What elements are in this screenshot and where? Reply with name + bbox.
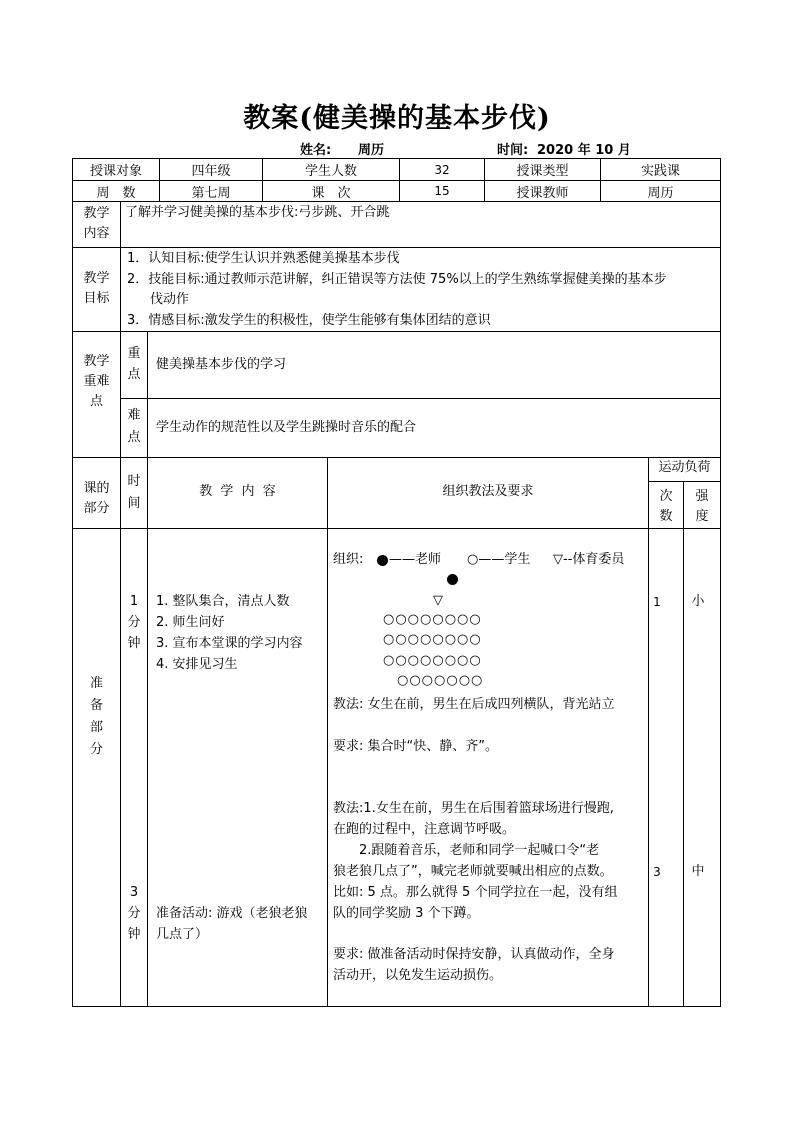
block1-count: 1 bbox=[653, 595, 661, 609]
difficulty-label-2: 点 bbox=[127, 430, 141, 445]
header-part-2: 部分 bbox=[83, 501, 110, 516]
key-text: 健美操基本步伐的学习 bbox=[156, 357, 287, 372]
info-value-students: 32 bbox=[434, 162, 450, 177]
header-method: 组织教法及要求 bbox=[442, 484, 534, 499]
block2-method-line: 在跑的过程中，注意调节呼吸。 bbox=[333, 822, 516, 837]
block2-requirement-line: 活动开，以免发生运动损伤。 bbox=[333, 968, 503, 983]
info-label-students: 学生人数 bbox=[304, 164, 357, 179]
header-content: 教 学 内 容 bbox=[199, 484, 276, 499]
block1-time: 分 bbox=[127, 615, 141, 630]
content-label-1: 教学 bbox=[83, 206, 110, 221]
block1-content-item: 1. 整队集合，清点人数 bbox=[156, 594, 290, 609]
keypoints-label-1: 教学 bbox=[83, 354, 110, 369]
block1-content-item: 4. 安排见习生 bbox=[156, 657, 238, 672]
goals-label-1: 教学 bbox=[83, 271, 110, 286]
prep-part-label: 备 bbox=[89, 698, 103, 713]
student-row: ○○○○○○○ bbox=[397, 673, 484, 688]
block2-method-line: 狼老狼几点了”，喊完老师就要喊出相应的点数。 bbox=[333, 864, 613, 879]
committee-triangle-icon: ▽ bbox=[433, 593, 443, 608]
block1-content-item: 2. 师生问好 bbox=[156, 615, 225, 630]
block1-content-item: 3. 宣布本堂课的学习内容 bbox=[156, 636, 303, 651]
teacher-position-icon bbox=[447, 574, 458, 585]
teacher-dot-icon bbox=[377, 555, 388, 566]
prep-part-label: 准 bbox=[89, 676, 103, 691]
time-label: 时间: bbox=[497, 143, 529, 158]
content-text: 了解并学习健美操的基本步伐:弓步跳、开合跳 bbox=[125, 205, 390, 220]
block2-activity: 几点了） bbox=[156, 927, 209, 942]
student-row: ○○○○○○○○ bbox=[383, 632, 482, 647]
goal-item: 3．情感目标:激发学生的积极性，使学生能够有集体团结的意识 bbox=[127, 313, 491, 328]
name-value: 周历 bbox=[358, 143, 385, 158]
header-time-1: 时 bbox=[127, 474, 141, 489]
header-part-1: 课的 bbox=[83, 481, 110, 496]
header-count-1: 次 bbox=[659, 489, 673, 504]
block1-requirement: 要求: 集合时“快、静、齐”。 bbox=[333, 739, 498, 754]
student-row: ○○○○○○○○ bbox=[383, 653, 482, 668]
block1-time: 1 bbox=[129, 594, 139, 609]
info-value-subject: 四年级 bbox=[191, 164, 231, 179]
info-value-teacher: 周历 bbox=[647, 185, 674, 201]
info-label-subject: 授课对象 bbox=[89, 164, 142, 179]
key-label-2: 点 bbox=[127, 367, 141, 382]
keypoints-label-2: 重难 bbox=[83, 374, 110, 389]
block1-method: 教法: 女生在前，男生在后成四列横队，背光站立 bbox=[333, 697, 615, 712]
legend-student: ○——学生 bbox=[467, 552, 531, 567]
info-value-type: 实践课 bbox=[640, 164, 680, 179]
block2-time: 钟 bbox=[127, 927, 141, 942]
key-label-1: 重 bbox=[127, 346, 141, 361]
block2-method-line: 比如: 5 点。那么就得 5 个同学拉在一起，没有组 bbox=[333, 885, 618, 900]
name-label: 姓名: bbox=[300, 143, 332, 158]
info-label-type: 授课类型 bbox=[516, 164, 569, 179]
block2-time: 3 bbox=[129, 885, 139, 900]
keypoints-label-3: 点 bbox=[89, 394, 103, 409]
legend-committee: ▽--体育委员 bbox=[553, 552, 625, 567]
block2-method-line: 2.跟随着音乐，老师和同学一起喊口令“老 bbox=[333, 843, 600, 858]
header-intensity-1: 强 bbox=[695, 489, 709, 504]
block2-time: 分 bbox=[127, 906, 141, 921]
difficulty-text: 学生动作的规范性以及学生跳操时音乐的配合 bbox=[156, 420, 417, 435]
time-value: 2020 年 10 月 bbox=[537, 143, 631, 158]
prep-part-label: 部 bbox=[89, 720, 103, 735]
org-label: 组织: bbox=[333, 552, 364, 567]
info-label-teacher: 授课教师 bbox=[516, 185, 569, 201]
header-load: 运动负荷 bbox=[658, 460, 711, 475]
block2-intensity: 中 bbox=[691, 864, 705, 879]
block1-time: 钟 bbox=[127, 636, 141, 651]
goal-item: 1．认知目标:使学生认识并熟悉健美操基本步伐 bbox=[127, 251, 400, 266]
student-row: ○○○○○○○○ bbox=[383, 612, 482, 627]
block2-method-line: 教法:1.女生在前，男生在后围着篮球场进行慢跑, bbox=[333, 801, 614, 816]
difficulty-label-1: 难 bbox=[127, 408, 141, 423]
goal-item: 伐动作 bbox=[150, 292, 190, 307]
info-value-session: 15 bbox=[434, 184, 450, 198]
block2-requirement-line: 要求: 做准备活动时保持安静，认真做动作，全身 bbox=[333, 947, 615, 962]
header-count-2: 数 bbox=[659, 509, 673, 524]
block2-count: 3 bbox=[653, 865, 661, 879]
legend-teacher: ——老师 bbox=[389, 552, 442, 567]
prep-part-label: 分 bbox=[89, 742, 103, 757]
header-time-2: 间 bbox=[127, 496, 141, 511]
info-label-session: 课 次 bbox=[311, 185, 351, 201]
document-title: 教案(健美操的基本步伐) bbox=[243, 103, 551, 134]
header-intensity-2: 度 bbox=[695, 509, 709, 524]
content-label-2: 内容 bbox=[83, 226, 110, 241]
block2-method-line: 队的同学奖励 3 个下蹲。 bbox=[333, 906, 480, 921]
goals-label-2: 目标 bbox=[83, 291, 110, 306]
goal-item: 2．技能目标:通过教师示范讲解，纠正错误等方法使 75%以上的学生熟练掌握健美操的基本步 bbox=[127, 272, 667, 287]
info-value-week: 第七周 bbox=[191, 185, 231, 201]
info-label-week: 周 数 bbox=[96, 185, 136, 201]
block1-intensity: 小 bbox=[691, 594, 705, 609]
block2-activity: 准备活动: 游戏（老狼老狼 bbox=[156, 906, 308, 921]
